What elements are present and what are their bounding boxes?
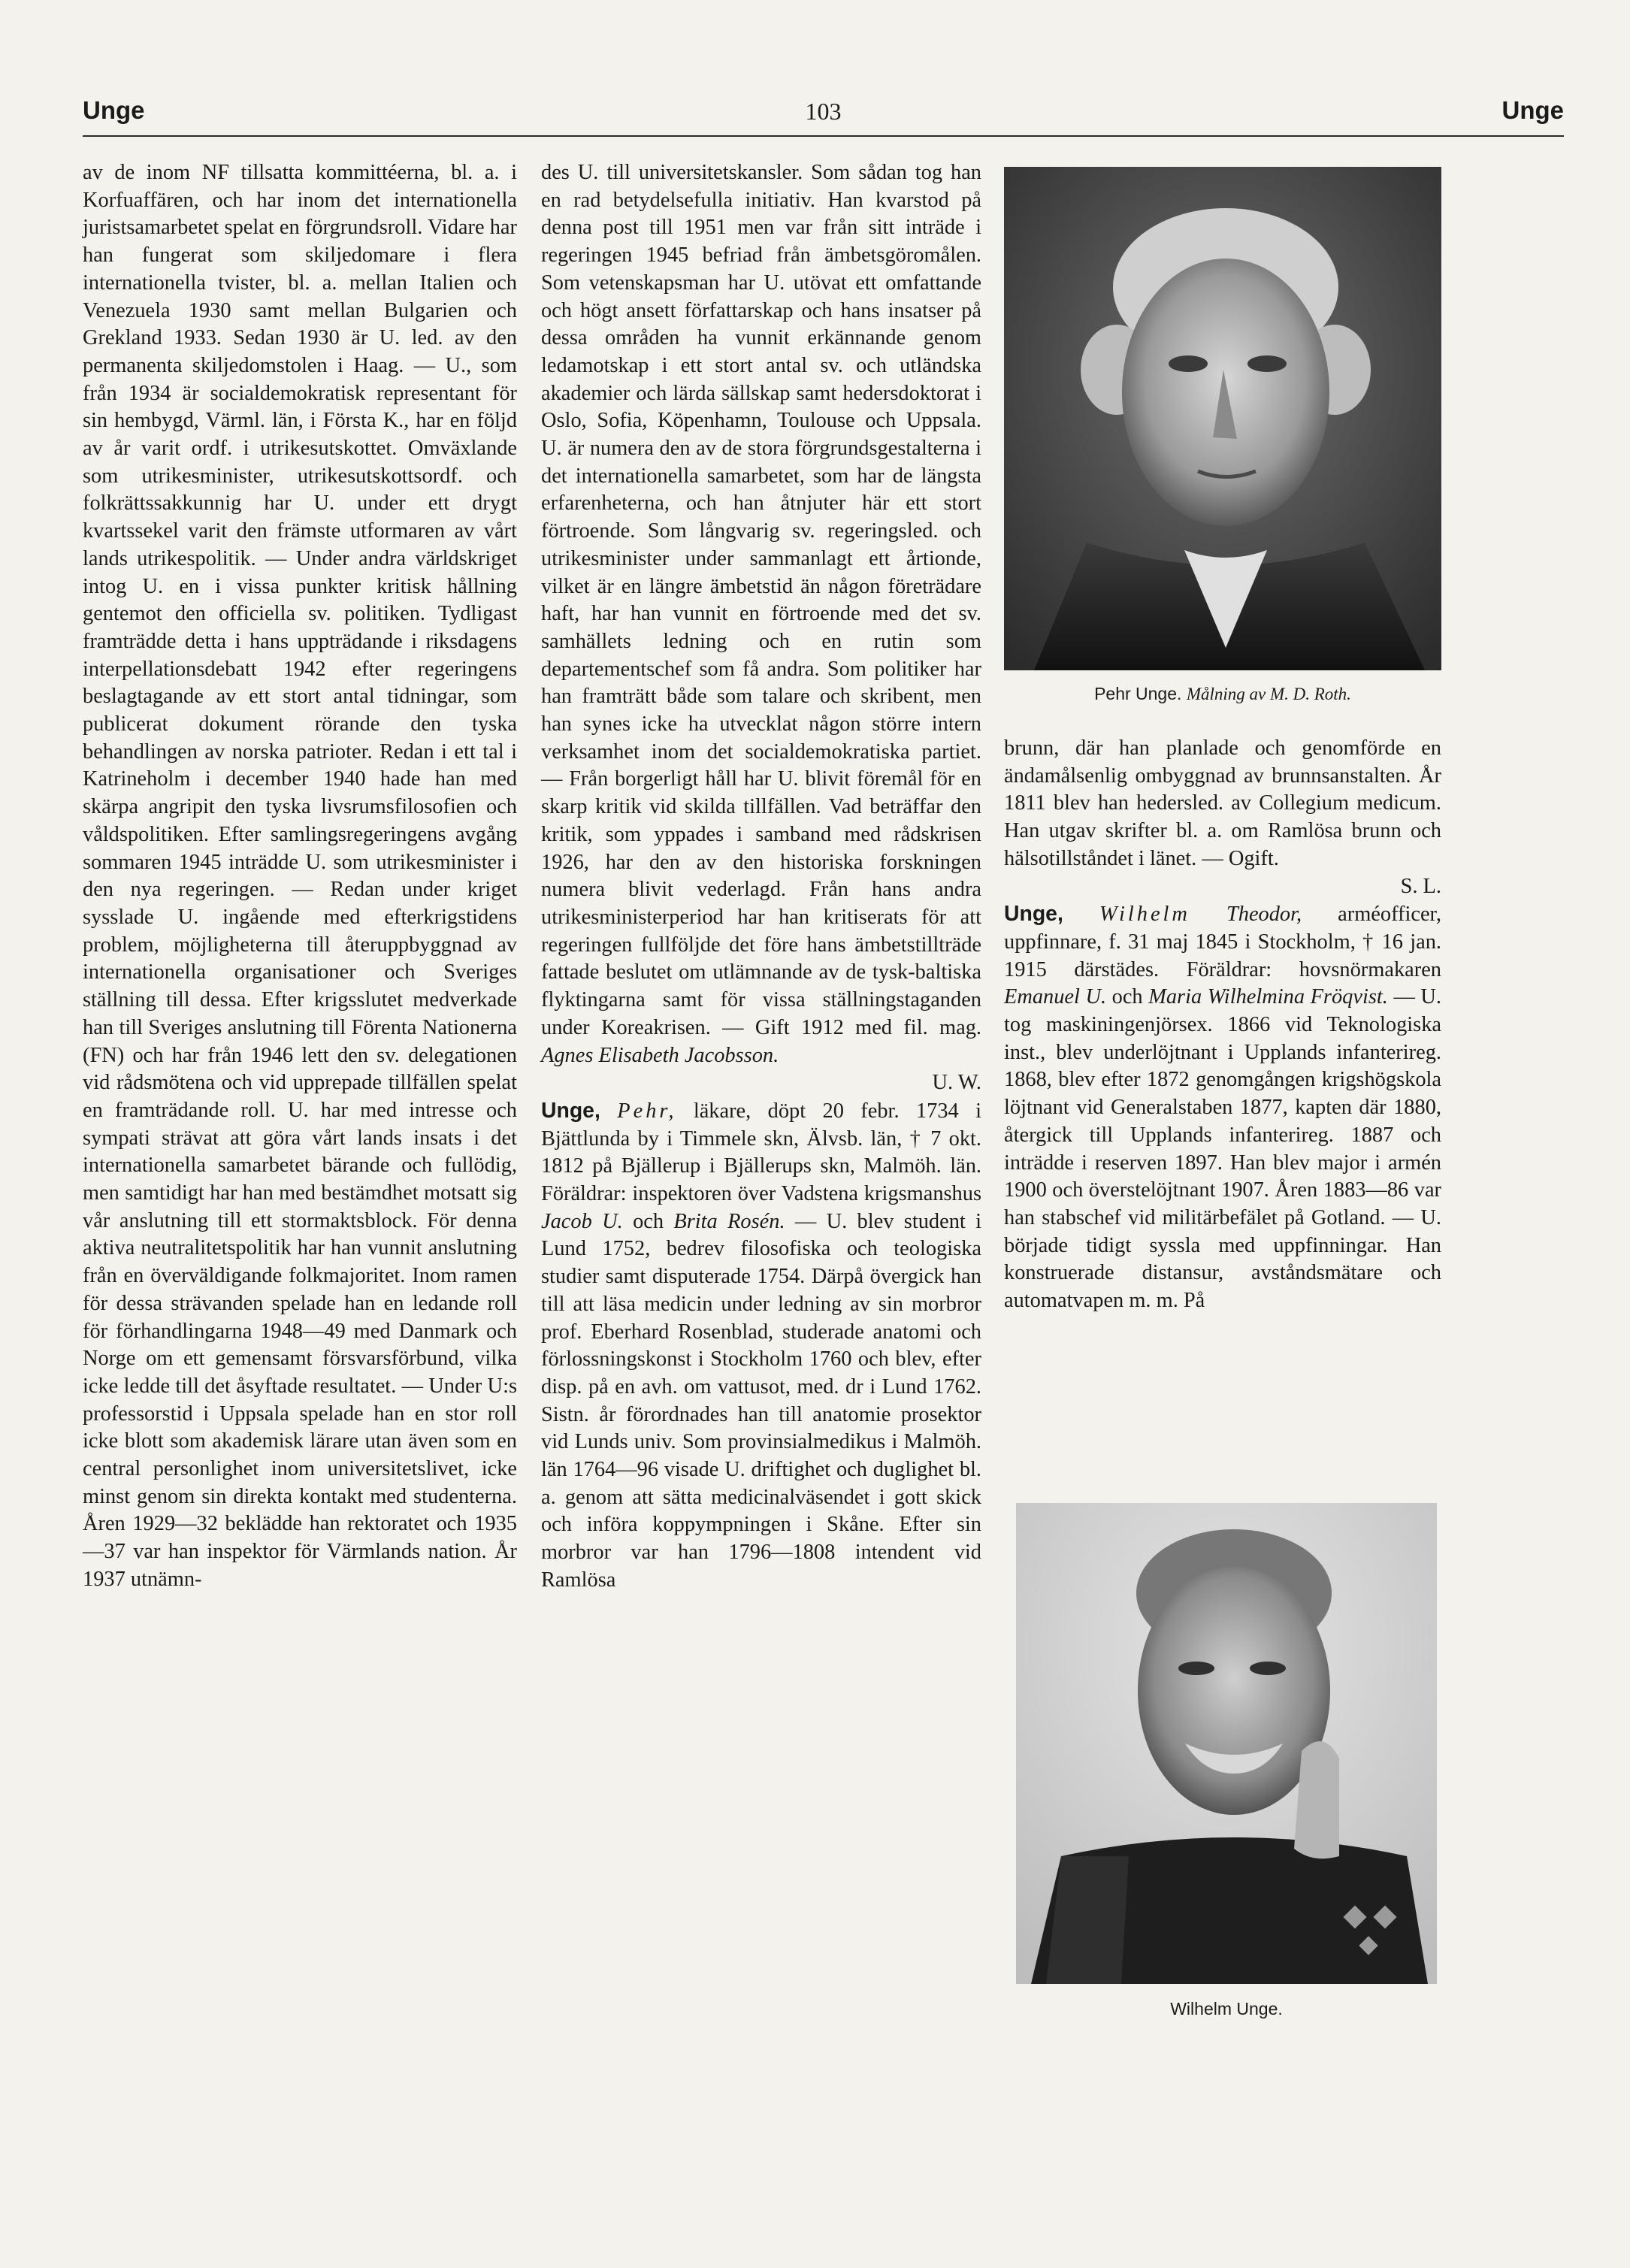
header-left-keyword: Unge — [83, 96, 145, 124]
entry-headword: Unge, — [541, 1098, 600, 1123]
text-run: läkare, döpt 20 febr. 1734 i Bjättlunda by i Timmele skn, Älvsb. län, † 7 okt. 1812 på Bjällerup i Bjällerups skn, Malmöh. län. Föräldrar: inspektoren över Vadstena krigsmanshus — [541, 1099, 981, 1206]
text-run: och — [1106, 985, 1149, 1009]
running-header — [83, 96, 1564, 134]
caption-pehr — [1004, 684, 1441, 704]
entry-pehr-unge — [541, 1097, 981, 1595]
father-name: Emanuel U. — [1004, 985, 1107, 1009]
paragraph: av de inom NF tillsatta kommittéerna, bl. a. i Korfuaffären, och har inom det internationella juristsamarbetet spelat en förgrundsroll. Vidare har han fungerat som skiljedomare i flera internationella tvister, bl. a. mellan Italien och Venezuela 1930 samt mellan Bulgarien och Grekland 1933. Sedan 1930 är U. led. av den permanenta skiljedomstolen i Haag. — U., som från 1934 är socialdemokratisk representant för sin hembygd, Värml. län, i Första K., har en följd av år varit ordf. i utrikesutskottet. Omväxlande som utrikesminister, utrikesutskottsordf. och folkrättssakkunnig har U. under ett drygt kvartssekel varit den främste utformaren av vårt lands utrikespolitik. — Under andra världskriget intog U. en i vissa punkter kritisk hållning gentemot den officiella sv. politiken. Tydligast framträdde detta i hans uppträdande i riksdagens interpellationsdebatt 1942 efter regeringens beslagtagande av ett stort antal tidningar, som publicerat dokument rörande den tyska behandlingen av norska patrioter. Redan i ett tal i Katrineholm i december 1940 hade han med skärpa angripit den tyska livsrumsfilosofien och våldspolitiken. Efter samlingsregeringens avgång sommaren 1945 inträdde U. som utrikesminister i den nya regeringen. — Redan under kriget sysslade U. ingående med efterkrigstidens problem, möjligheterna till återuppbyggnad av internationella organisationer och Sveriges ställning till dessa. Efter krigsslutet medverkade han till Sveriges anslutning till Förenta Nationerna (FN) och har från 1946 lett den sv. delegationen vid rådsmötena och vid upprepade tillfällen spelat en framträdande roll. U. har med intresse och sympati strävat att göra vårt lands insats i det internationella samarbetet bärande och fullödig, men samtidigt har han med bestämdhet motsatt sig vår anslutning till ett stormaktsblock. För denna aktiva neutralitetspolitik har han vunnit anslutning från en överväldigande folkmajoritet. Inom ramen för dessa strävanden spelade han en ledande roll för förhandlingarna 1948—49 med Danmark och Norge om ett gemensamt försvarsförbund, vilka icke ledde till det åsyftade resultatet. — Under U:s professorstid i Uppsala spelade han en stor roll icke blott som akademisk lärare utan även som en central personlighet inom universitetslivet, icke minst genom sin direkta kontakt med studenterna. Åren 1929—32 beklädde han rektoratet och 1935—37 var han inspektor för Värmlands nation. År 1937 utnämn- — [83, 161, 517, 1591]
caption-name: Pehr Unge. — [1094, 684, 1182, 703]
header-right-keyword: Unge — [1501, 96, 1564, 124]
entry-headword: Unge, — [1004, 902, 1063, 927]
page-number: 103 — [805, 98, 842, 125]
text-run: — U. tog maskiningenjörsex. 1866 vid Teknologiska inst., blev underlöjtnant i Upplands infanterireg. 1868, blev efter 1872 genomgången krigshögskola löjtnant vid Generalstaben 1877, kapten där 1880, återgick till Upplands infanterireg. 1887 och inträdde i reserven 1897. Han blev major i armén 1900 och överstelöjtnant 1907. Åren 1883—86 var han stabschef vid militärbefälet på Gotland. — U. började tidigt syssla med uppfinningar. Han konstruerade distansur, avståndsmätare och automatvapen m. m. På — [1004, 985, 1442, 1313]
column-1 — [83, 159, 517, 1594]
given-name: Wilhelm — [1099, 903, 1190, 927]
caption-wilhelm — [1016, 1999, 1437, 2019]
paragraph — [541, 159, 981, 1069]
given-name-2: Theodor, — [1226, 903, 1302, 927]
column-2 — [541, 159, 981, 1595]
caption-name: Wilhelm Unge. — [1170, 1999, 1283, 2019]
father-name: Jacob U. — [541, 1209, 623, 1233]
portrait-image — [1016, 1503, 1437, 1984]
text-run: arméofficer, uppfinnare, f. 31 maj 1845 i Stockholm, † 16 jan. 1915 därstädes. Föräldrar: hovsnörmakaren — [1004, 903, 1441, 981]
wilhelm-portrait-svg — [1016, 1503, 1437, 1984]
author-signature: S. L. — [1400, 874, 1441, 898]
text-run: och — [622, 1209, 674, 1233]
portrait-image — [1004, 167, 1441, 670]
author-signature: U. W. — [932, 1071, 981, 1095]
spouse-name: Agnes Elisabeth Jacobsson. — [541, 1043, 779, 1067]
pehr-portrait-svg — [1004, 167, 1441, 670]
caption-credit: Målning av M. D. Roth. — [1186, 685, 1351, 703]
paragraph: brunn, där han planlade och genomförde en ändamålsenlig ombyggnad av brunnsanstalten. År 1811 blev han hedersled. av Collegium medicum. Han utgav skrifter bl. a. om Ramlösa brunn och hälsotillståndet i länet. — Ogift. — [1004, 736, 1441, 870]
header-rule — [83, 135, 1564, 137]
entry-wilhelm-unge — [1004, 900, 1441, 1315]
mother-name: Maria Wilhelmina Fröqvist. — [1148, 985, 1388, 1009]
text-run: — U. blev student i Lund 1752, bedrev filosofiska och teologiska studier samt disputerade 1754. Därpå övergick han till att läsa medicin under ledning av sin morbror prof. Eberhard Rosenblad, studerade anatomi och förlossningskonst i Stockholm 1760 och blev, efter disp. på en avh. om vattusot, med. dr i Lund 1762. Sistn. år förordnades han till anatomie prosektor vid Lunds univ. Som provinsialmedikus i Malmöh. län 1764—96 visade U. driftighet och duglighet bl. a. genom att sätta medicinalväsendet i gott skick och införa koppympningen i Skåne. Efter sin morbror var han 1796—1808 intendent vid Ramlösa — [541, 1209, 981, 1592]
given-name: Pehr, — [617, 1099, 677, 1123]
mother-name: Brita Rosén. — [673, 1209, 785, 1233]
text-run: des U. till universitetskansler. Som sådan tog han en rad betydelsefulla initiativ. Han kvarstod på denna post till 1951 men var från sitt inträde i regeringen 1945 befriad från ämbetsgöromålen. Som vetenskapsman har U. utövat ett omfattande och högt ansett författarskap och hans insatser på dessa områden ha vunnit erkännande genom ledamotskap i ett stort antal sv. och utländska akademier och lärda sällskap samt hedersdoktorat i Oslo, Sofia, Köpenhamn, Toulouse och Uppsala. U. är numera den av de stora förgrundsgestalterna i det internationella samarbetet, som har de längsta erfarenheterna, och han åtnjuter här ett stort förtroende. Som långvarig sv. regeringsled. och utrikesminister under sammanlagt ett årtionde, vilket är en längre ämbetstid än någon företrädare haft, har han vunnit en förtroende med det sv. samhällets ledning och en rutin som departementschef som få andra. Som politiker har han framträtt både som talare och skribent, men han synes icke ha utvecklat någon större intern verksamhet inom det socialdemokratiska partiet. — Från borgerligt håll har U. blivit föremål för en skarp kritik vid skilda tillfällen. Vad beträffar den kritik, som yppades i samband med rådskrisen 1926, har den av den historiska forskningen numera blivit vederlagd. Från hans andra utrikesministerperiod har han kritiserats för att regeringen fullföljde det före hans ämbetstillträde fattade beslutet om utlämnande av de tysk-baltiska flyktingarna samt för vissa ställningstaganden under Koreakrisen. — Gift 1912 med fil. mag. — [541, 161, 981, 1039]
column-3 — [1004, 735, 1441, 1315]
